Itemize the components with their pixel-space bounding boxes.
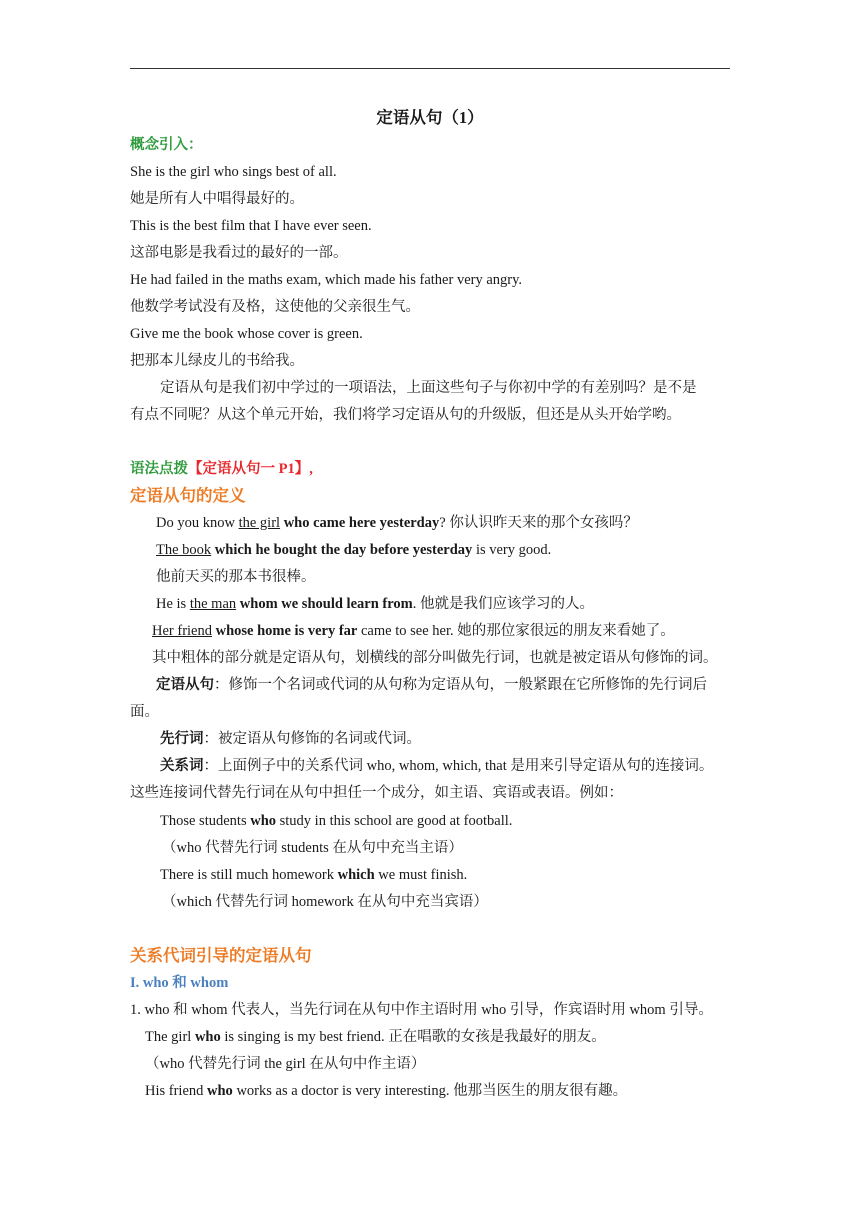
definition-example-1: Do you know the girl who came here yesterday? 你认识昨天来的那个女孩吗？ <box>156 515 638 531</box>
relative-example-1-note: （who 代替先行词 students 在从句中充当主语） <box>162 840 463 856</box>
intro-paragraph: 有点不同呢？从这个单元开始，我们将学习定语从句的升级版，但还是从头开始学哟。 <box>130 407 681 423</box>
antecedent: The book <box>156 542 212 558</box>
term-label: 先行词 <box>160 731 204 747</box>
definition-example-3: He is the man whom we should learn from. 他就是我们应该学习的人。 <box>156 596 594 612</box>
term-label: 关系词 <box>160 758 204 774</box>
relative-clause: who came here yesterday <box>280 515 440 531</box>
antecedent: the girl <box>238 515 281 531</box>
page-title: 定语从句（1） <box>376 108 484 127</box>
intro-heading: 概念引入： <box>130 137 203 153</box>
term-definition: 定语从句：修饰一个名词或代词的从句称为定语从句，一般紧跟在它所修饰的先行词后 <box>156 677 707 693</box>
rule-1-example-1-note: （who 代替先行词 the girl 在从句中作主语） <box>145 1056 426 1072</box>
subsection-heading: I. who 和 whom <box>130 975 229 991</box>
antecedent: Her friend <box>152 623 212 639</box>
example-line: She is the girl who sings best of all. <box>130 164 337 180</box>
term-definition-cont: 面。 <box>130 704 159 720</box>
example-line: Give me the book whose cover is green. <box>130 326 363 342</box>
term-relative-cont: 这些连接词代替先行词在从句中担任一个成分，如主语、宾语或表语。例如： <box>130 785 623 801</box>
rule-1-example-2: His friend who works as a doctor is very interesting. 他那当医生的朋友很有趣。 <box>145 1083 628 1099</box>
relative-clause: which he bought the day before yesterday <box>211 542 473 558</box>
definition-example-2: The book which he bought the day before yesterday is very good. <box>156 542 552 558</box>
relative-clause: whom we should learn from <box>236 596 413 612</box>
rule-1: 1. who 和 whom 代表人，当先行词在从句中作主语时用 who 引导，作宾语时用 whom 引导。 <box>130 1002 713 1018</box>
example-line: 她是所有人中唱得最好的。 <box>130 191 304 207</box>
definition-heading: 定语从句的定义 <box>130 486 246 505</box>
grammar-heading <box>130 460 313 478</box>
header-rule <box>130 68 730 69</box>
example-line: 他数学考试没有及格，这使他的父亲很生气。 <box>130 299 420 315</box>
term-relative: 关系词：上面例子中的关系代词 who, whom, which, that 是用来引导定语从句的连接词。 <box>160 758 714 774</box>
antecedent: the man <box>189 596 237 612</box>
relative-example-2-note: （which 代替先行词 homework 在从句中充当宾语） <box>162 894 488 910</box>
grammar-ref: 【定语从句一 P1】, <box>188 461 313 477</box>
example-line: 把那本儿绿皮儿的书给我。 <box>130 353 304 369</box>
section-heading: 关系代词引导的定语从句 <box>130 946 312 965</box>
relative-clause: whose home is very far <box>211 623 358 639</box>
rule-1-example-1: The girl who is singing is my best friend. 正在唱歌的女孩是我最好的朋友。 <box>145 1029 606 1045</box>
term-label: 定语从句 <box>156 677 214 693</box>
term-antecedent: 先行词：被定语从句修饰的名词或代词。 <box>160 731 421 747</box>
intro-paragraph: 定语从句是我们初中学过的一项语法，上面这些句子与你初中学的有差别吗？是不是 <box>160 380 697 396</box>
relative-example-1: Those students who study in this school are good at football. <box>160 813 513 829</box>
definition-example-4: Her friend whose home is very far came to see her. 她的那位家很远的朋友来看她了。 <box>152 623 675 639</box>
example-line: This is the best film that I have ever seen. <box>130 218 372 234</box>
grammar-label: 语法点拨 <box>130 461 188 477</box>
explanation: 其中粗体的部分就是定语从句，划横线的部分叫做先行词，也就是被定语从句修饰的词。 <box>152 650 718 666</box>
example-line: He had failed in the maths exam, which made his father very angry. <box>130 272 523 288</box>
example-line: 这部电影是我看过的最好的一部。 <box>130 245 348 261</box>
relative-example-2: There is still much homework which we must finish. <box>160 867 468 883</box>
definition-example-2-cn: 他前天买的那本书很棒。 <box>156 569 316 585</box>
